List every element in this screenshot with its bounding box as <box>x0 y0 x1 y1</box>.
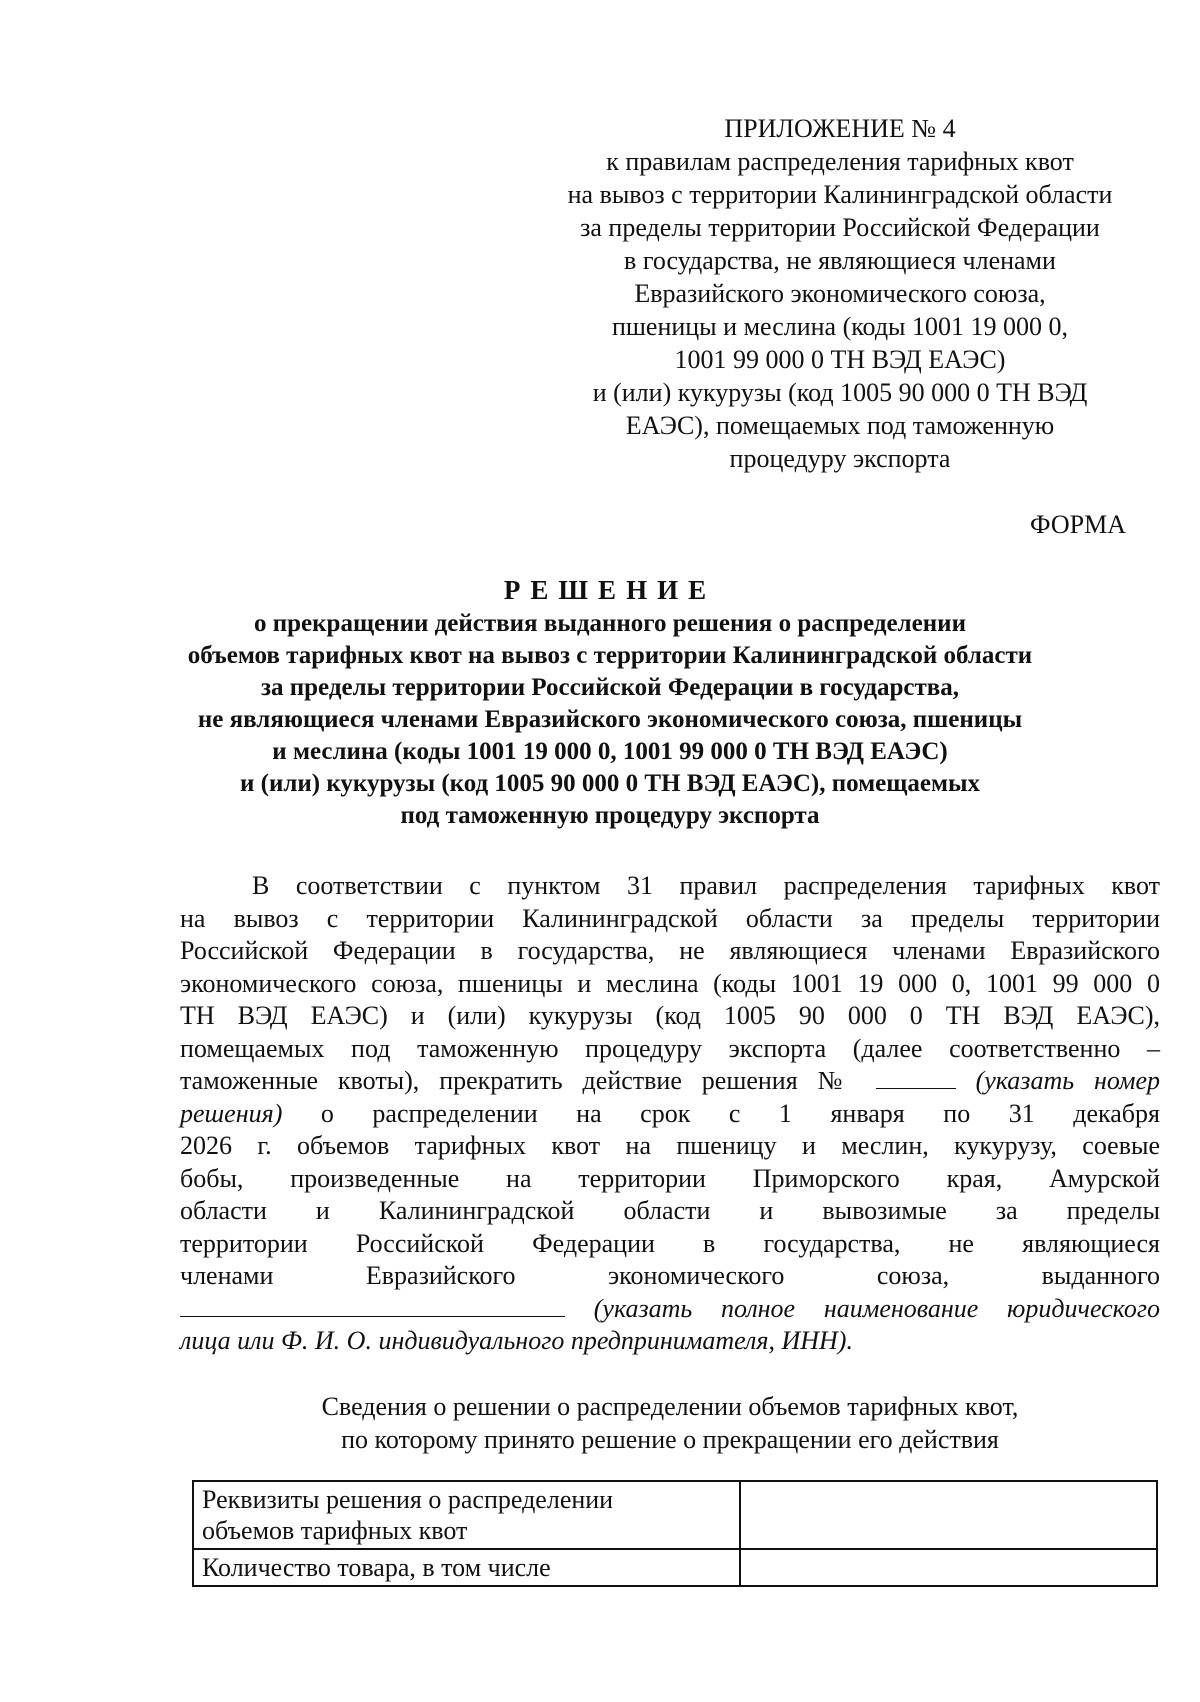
body-hint: (указать полное наименование юридического <box>593 1293 1160 1323</box>
body-line: Российской Федерации в государства, не являющиеся членами Евразийского <box>180 936 1160 965</box>
cell-text: Реквизиты решения о распределении <box>202 1485 614 1514</box>
decision-number-blank[interactable] <box>876 1066 956 1089</box>
body-line <box>180 1293 1160 1326</box>
decision-title: РЕШЕНИЕ <box>503 575 717 605</box>
table-row <box>193 1549 1157 1586</box>
body-line: лица или Ф. И. О. индивидуального предпринимателя, ИНН). <box>180 1326 853 1355</box>
table-cell-label <box>193 1481 740 1549</box>
appendix-header <box>520 112 1160 475</box>
body-paragraph <box>180 870 1160 1358</box>
subtitle-line: объемов тарифных квот на вывоз с территории Калининградской области <box>187 642 1033 669</box>
decision-info-table <box>192 1480 1158 1587</box>
body-line: области и Калининградской области и вывозимые за пределы <box>180 1196 1160 1225</box>
body-line <box>180 1098 1160 1131</box>
entity-name-blank[interactable] <box>180 1294 565 1317</box>
appendix-line: и (или) кукурузы (код 1005 90 000 0 ТН ВЭД <box>592 378 1088 407</box>
appendix-line: пшеницы и меслина (коды 1001 19 000 0, <box>611 312 1069 341</box>
appendix-line: Евразийского экономического союза, <box>634 279 1046 308</box>
appendix-line: процедуру экспорта <box>729 444 951 473</box>
caption-line: по которому принято решение о прекращении его действия <box>341 1425 999 1454</box>
cell-text: объемов тарифных квот <box>202 1516 468 1545</box>
cell-text: Количество товара, в том числе <box>202 1553 551 1582</box>
body-line: помещаемых под таможенную процедуру экспорта (далее соответственно – <box>180 1033 1160 1063</box>
body-text: о распределении на срок с 1 января по 31 декабря <box>320 1098 1160 1128</box>
body-line: на вывоз с территории Калининградской области за пределы территории <box>180 903 1160 933</box>
info-caption <box>180 1390 1160 1456</box>
subtitle-line: о прекращении действия выданного решения о распределении <box>254 610 966 637</box>
caption-line: Сведения о решении о распределении объемов тарифных квот, <box>321 1392 1019 1421</box>
body-line: членами Евразийского экономического союза, выданного <box>180 1261 1160 1290</box>
appendix-line: 1001 99 000 0 ТН ВЭД ЕАЭС) <box>674 345 1006 374</box>
appendix-line: за пределы территории Российской Федерации <box>580 213 1100 242</box>
body-line: В соответствии с пунктом 31 правил распределения тарифных квот <box>252 871 1160 900</box>
subtitle-line: и меслина (коды 1001 19 000 0, 1001 99 000 0 ТН ВЭД ЕАЭС) <box>272 738 948 765</box>
table-cell-value[interactable] <box>740 1481 1157 1549</box>
body-hint: (указать номер <box>975 1066 1161 1095</box>
body-line: ТН ВЭД ЕАЭС) и (или) кукурузы (код 1005 90 000 0 ТН ВЭД ЕАЭС), <box>180 1001 1160 1030</box>
subtitle-line: под таможенную процедуру экспорта <box>400 802 820 829</box>
appendix-title: ПРИЛОЖЕНИЕ № 4 <box>724 114 956 143</box>
appendix-line: на вывоз с территории Калининградской области <box>567 180 1113 209</box>
form-label: ФОРМА <box>1030 510 1126 539</box>
decision-subtitle <box>150 608 1070 832</box>
body-hint: решения) <box>180 1098 283 1128</box>
subtitle-line: не являющиеся членами Евразийского экономического союза, пшеницы <box>197 706 1023 733</box>
body-line: 2026 г. объемов тарифных квот на пшеницу и меслин, кукурузу, соевые <box>180 1131 1160 1160</box>
table-cell-value[interactable] <box>740 1549 1157 1586</box>
appendix-line: в государства, не являющиеся членами <box>624 246 1056 275</box>
table-cell-label <box>193 1549 740 1586</box>
subtitle-line: и (или) кукурузы (код 1005 90 000 0 ТН ВЭД ЕАЭС), помещаемых <box>239 770 981 797</box>
appendix-line: ЕАЭС), помещаемых под таможенную <box>625 411 1055 440</box>
body-line: экономического союза, пшеницы и меслина (коды 1001 19 000 0, 1001 99 000 0 <box>180 968 1160 998</box>
body-text: таможенные квоты), прекратить действие решения № <box>180 1066 856 1095</box>
table-row <box>193 1481 1157 1549</box>
body-line <box>180 1065 1160 1098</box>
body-line: территории Российской Федерации в государства, не являющиеся <box>180 1228 1160 1258</box>
body-line: бобы, произведенные на территории Приморского края, Амурской <box>180 1163 1160 1193</box>
subtitle-line: за пределы территории Российской Федерации в государства, <box>260 674 960 701</box>
appendix-line: к правилам распределения тарифных квот <box>606 147 1074 176</box>
